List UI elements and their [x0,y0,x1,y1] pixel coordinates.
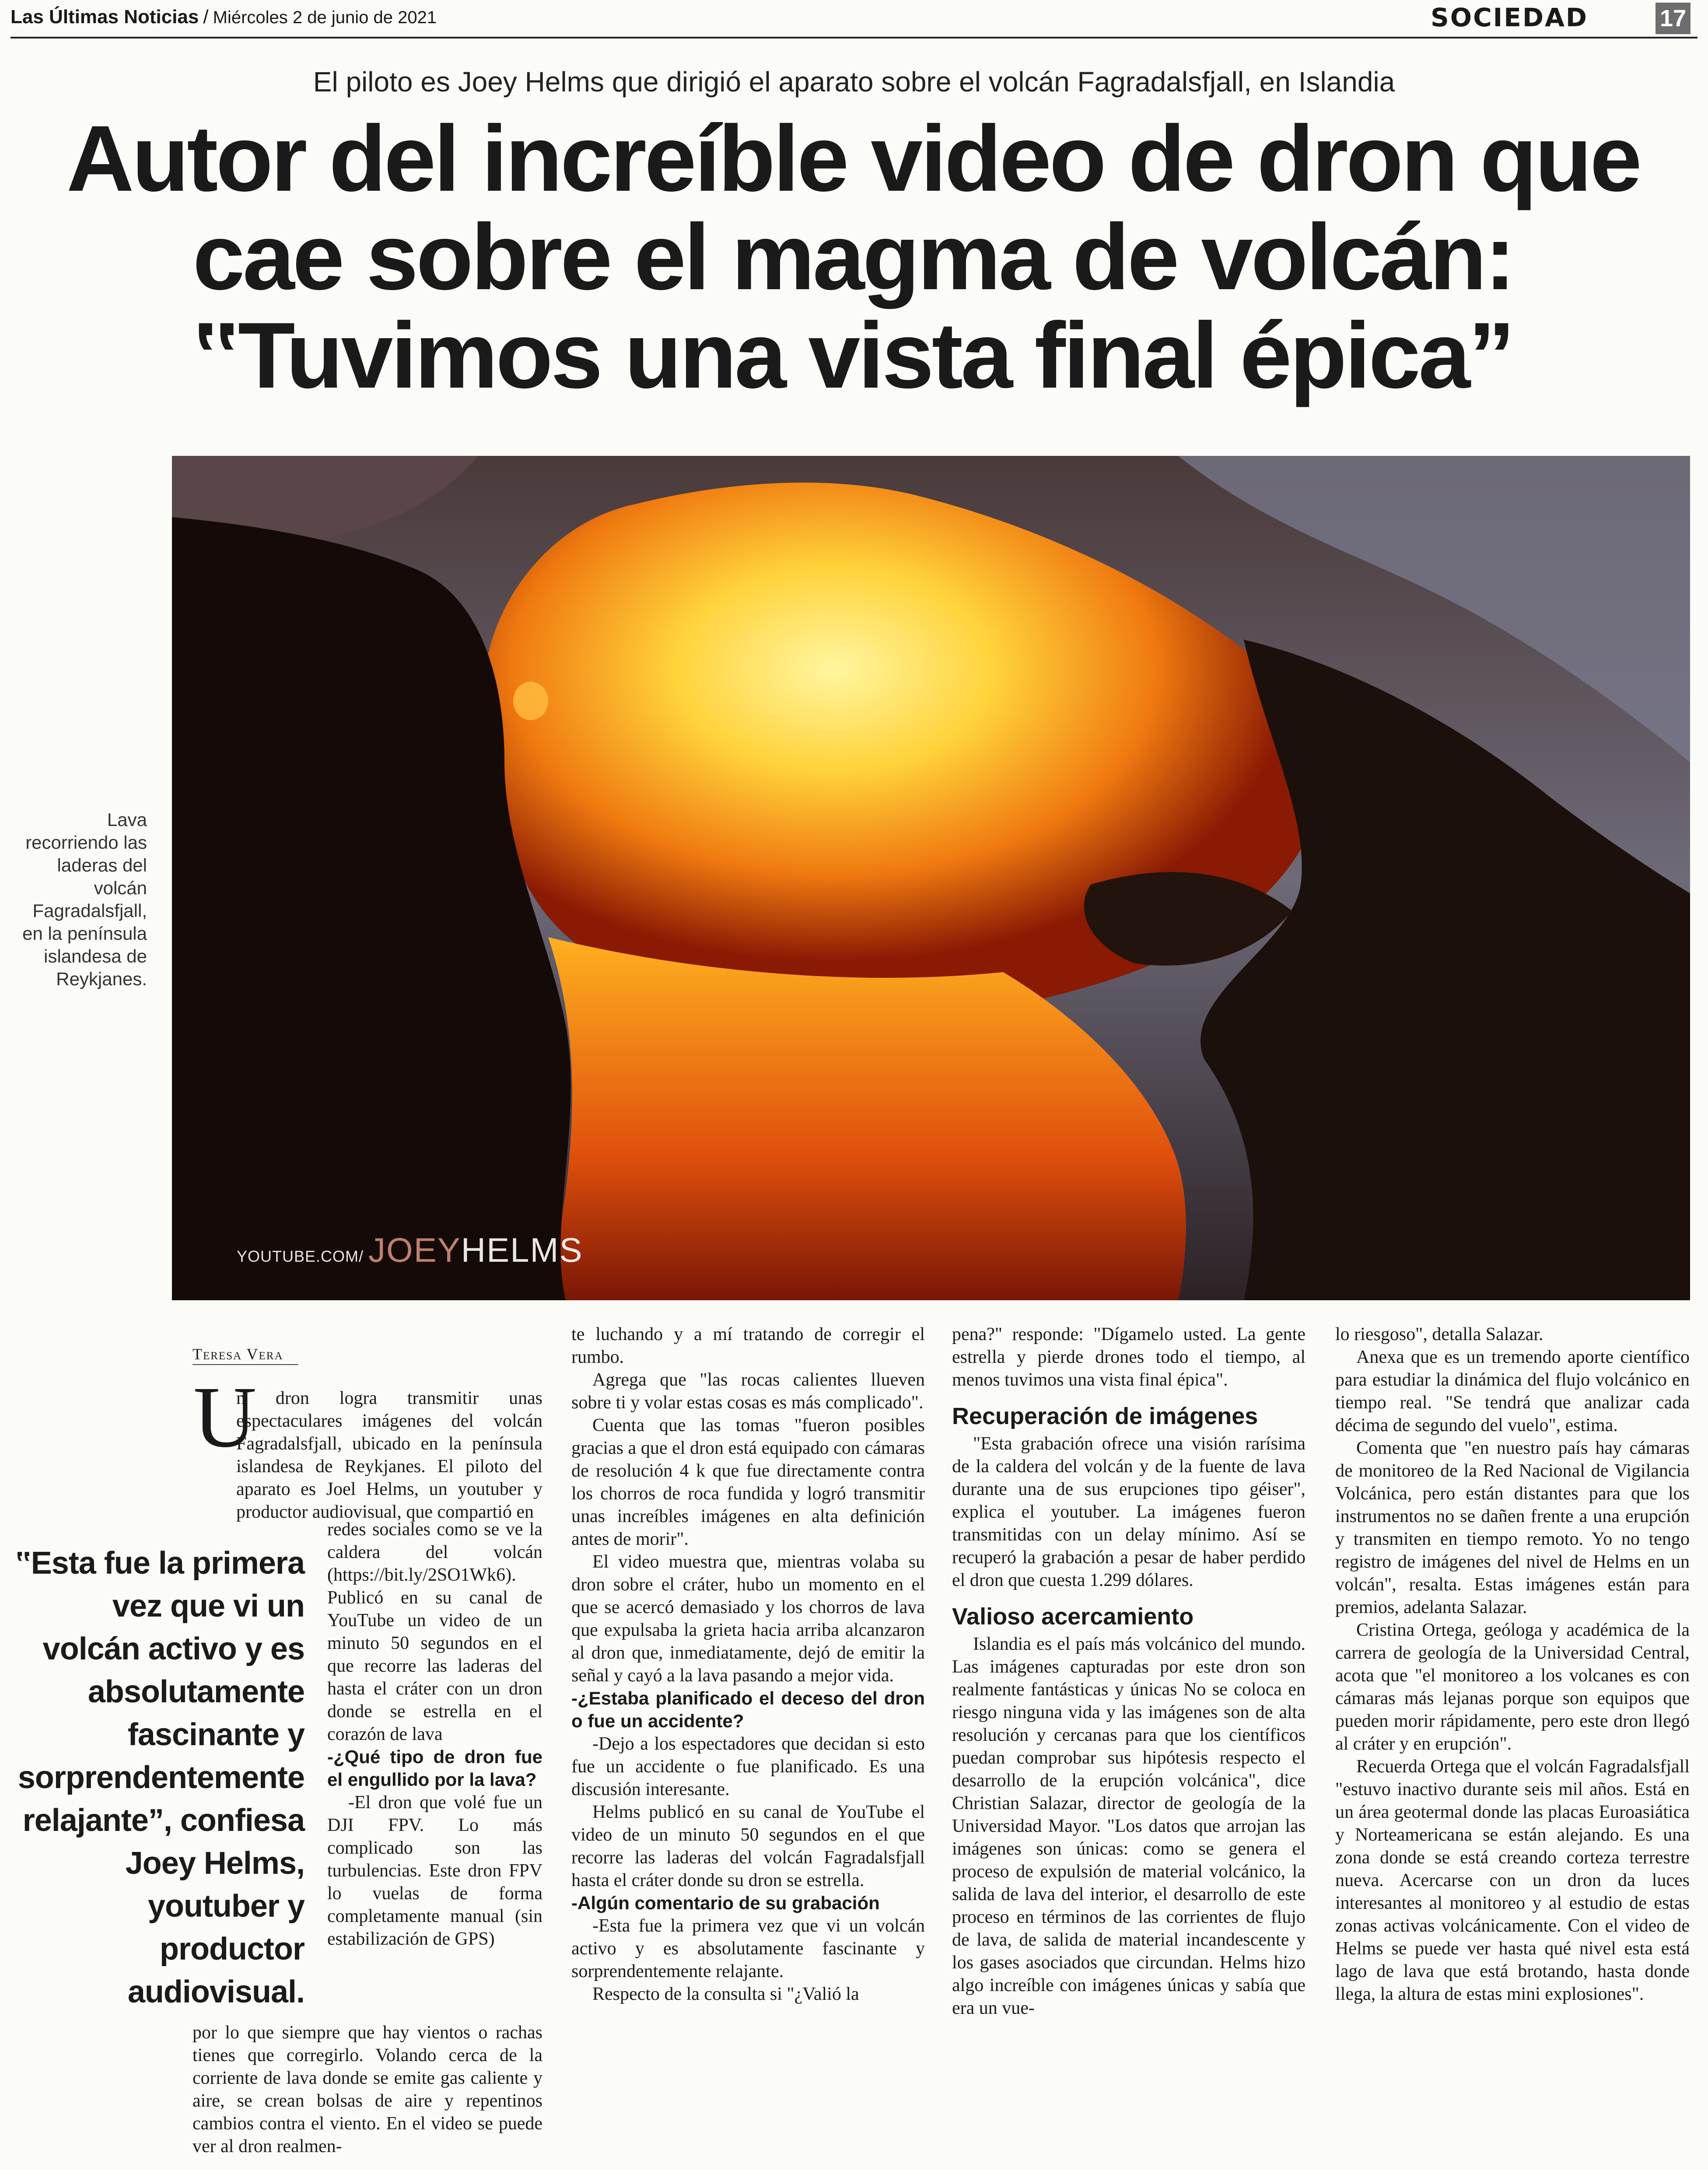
watermark-first: JOEY [368,1231,461,1269]
column-3 [952,1323,1306,2020]
headline-line-3: ‟Tuvimos una vista final épica” [193,303,1513,408]
watermark-prefix: YOUTUBE.COM/ [237,1247,364,1265]
paragraph: por lo que siempre que hay vientos o rachas tienes que corregirlo. Volando cerca de la corriente de lava donde se emite gas caliente y aire, se crean bolsas de aire y repentinos cambios contra el viento. En el video se puede ver al dron realmen- [192,2023,542,2156]
headline-line-1: Autor del increíble video de dron que [66,106,1640,211]
paragraph: Islandia es el país más volcánico del mundo. Las imágenes capturadas por este dron son realmente fantásticas y únicas No se coloca en riesgo ninguna vida y las imágenes son de alta resolución y cercanas para que los científicos puedan comprobar sus hipótesis respecto el desarrollo de la erupción volcánica", dice Christian Salazar, director de geología de la Universidad Mayor. "Los datos que arrojan las imágenes son únicas: como se genera el proceso de expulsión de material volcánico, la salida de lava del interior, el desarrollo de este proceso en términos de las corrientes de flujo de lava, de salida de material incandescente y los gases asociados que circundan. Helms hizo algo increíble con imágenes únicas y sabía que era un vue- [952,1634,1306,2018]
volcano-photo [172,456,1690,1300]
photo-caption: Lava recorriendo las laderas del volcán Fagradalsfjall, en la península islandesa de Reykjanes. [22,809,147,989]
byline-rule [192,1364,298,1365]
column-1-narrow [327,1518,542,1950]
paragraph: pena?" responde: "Dígamelo usted. La gente estrella y pierde drones todo el tiempo, al menos tuvimos una vista final épica". [952,1324,1306,1390]
section-name: SOCIEDAD [1431,3,1589,32]
paragraph: Respecto de la consulta si "¿Valió la [592,1984,859,2004]
page-number: 17 [1656,3,1690,34]
paragraph: Anexa que es un tremendo aporte científico para estudiar la dinámica del flujo volcánico en tiempo real. "Se tendrá que analizar cada décima de segundo del vuelo", estima. [1335,1347,1690,1435]
drop-cap: U [193,1369,257,1466]
kicker: El piloto es Joey Helms que dirigió el aparato sobre el volcán Fagradalsfjall, en Islandia [313,66,1395,98]
paragraph: redes sociales como se ve la caldera del volcán (https://bit.ly/2SO1Wk6). Publicó en su canal de YouTube un video de un minuto 50 segundos en el que recorre las laderas del hasta el cráter con un dron donde se estrella en el corazón de lava [327,1519,542,1744]
column-2 [571,1323,925,2006]
paragraph: -Dejo a los espectadores que decidan si esto fue un accidente o fue planificado. Es una discusión interesante. [571,1734,925,1799]
paragraph: -El dron que volé fue un DJI FPV. Lo más complicado son las turbulencias. Este dron FPV lo vuelas de forma completamente manual (sin estabilización de GPS) [327,1792,542,1949]
watermark-last: HELMS [461,1231,583,1269]
paragraph: Agrega que "las rocas calientes llueven sobre ti y volar estas cosas es más complicado". [571,1370,925,1413]
byline: Teresa Vera [192,1345,284,1363]
paragraph: Recuerda Ortega que el volcán Fagradalsfjall "estuvo inactivo durante seis mil años. Está en un área geotermal donde las placas Euroasiática y Norteamericana se están alejando. Es una zona donde se está creando corteza terrestre nueva. Acercarse con un dron da luces interesantes al monitoreo y al estudio de estas zonas activas volcánicamente. Con el video de Helms se puede ver hasta qué nivel esta está lago de lava que está brotando, hasta donde llega, la altura de estas mini explosiones". [1335,1757,1690,2004]
lava-illustration [172,456,1690,1300]
paragraph: te luchando y a mí tratando de corregir el rumbo. [571,1324,925,1367]
paragraph: Cristina Ortega, geóloga y académica de la carrera de geología de la Universidad Central, acota que "el monitoreo a los volcanes es con cámaras más lejanas porque son equipos que pueden morir rápidamente, pero este dron llegó al cráter y en erupción". [1335,1620,1690,1754]
issue-date: Miércoles 2 de junio de 2021 [213,8,437,27]
headline [66,106,1641,408]
header-separator: / [203,6,209,28]
paragraph: Cuenta que las tomas "fueron posibles gracias a que el dron está equipado con cámaras de resolución 4 k que fue directamente contra los chorros de roca fundida y logró transmitir unas increíbles imágenes en alta definición antes de morir". [571,1415,925,1549]
pull-quote: ‟Esta fue la primera vez que vi un volcán activo y es absolutamente fascinante y sorprendentemente relajante”, confiesa Joey Helms, youtuber y productor audiovisual. [15,1546,304,2009]
column-4 [1335,1323,1690,2006]
paper-title: Las Últimas Noticias [10,6,199,28]
paragraph: "Esta grabación ofrece una visión rarísima de la caldera del volcán y de la fuente de lava durante una de sus erupciones tipo géiser", explica el youtuber. La imágenes fueron transmitidas con un delay mínimo. Así se recuperó la grabación a pesar de haber perdido el dron que cuesta 1.299 dólares. [952,1434,1306,1590]
photo-watermark [237,1230,583,1270]
paragraph: Helms publicó en su canal de YouTube el video de un minuto 50 segundos en el que recorre las laderas del volcán Fagradalsfjall hasta el cráter donde su dron se estrella. [571,1802,925,1890]
paragraph: lo riesgoso", detalla Salazar. [1335,1324,1544,1344]
interview-question: -¿Estaba planificado el deceso del dron o fue un accidente? [571,1688,925,1731]
interview-question: -Algún comentario de su grabación [571,1893,880,1913]
subheading: Recuperación de imágenes [952,1403,1258,1429]
paragraph: Comenta que "en nuestro país hay cámaras de monitoreo de la Red Nacional de Vigilancia Volcánica, pero están distantes para que los instrumentos no se dañen frente a una erupción y transmiten en tiempo remoto. Yo no tengo registro de imágenes del nivel de Helms en un volcán", resalta. Estas imágenes están para premios, adelanta Salazar. [1335,1438,1690,1617]
headline-line-2: cae sobre el magma de volcán: [192,205,1514,309]
paragraph: El video muestra que, mientras volaba su dron sobre el cráter, hubo un momento en el que se acercó demasiado y los chorros de lava que expulsaba la grieta hacia arriba alcanzaron al dron que, inmediatamente, dejó de emitir la señal y cayó a la lava pasando a mejor vida. [571,1552,925,1686]
paragraph: -Esta fue la primera vez que vi un volcán activo y es absolutamente fascinante y sorprendentemente relajante. [571,1916,925,1981]
interview-question: -¿Qué tipo de dron fue el engullido por la lava? [327,1746,542,1790]
paragraph: n dron logra transmitir unas espectaculares imágenes del volcán Fagradalsfjall, ubicado en la península islandesa de Reykjanes. El piloto del aparato es Joel Helms, un youtuber y productor audiovisual, que compartió en [236,1388,542,1522]
newspaper-name [10,6,437,28]
header-rule [10,37,1698,38]
column-1-intro [236,1387,542,1523]
column-1-bottom [192,2021,542,2158]
subheading: Valioso acercamiento [952,1603,1194,1630]
